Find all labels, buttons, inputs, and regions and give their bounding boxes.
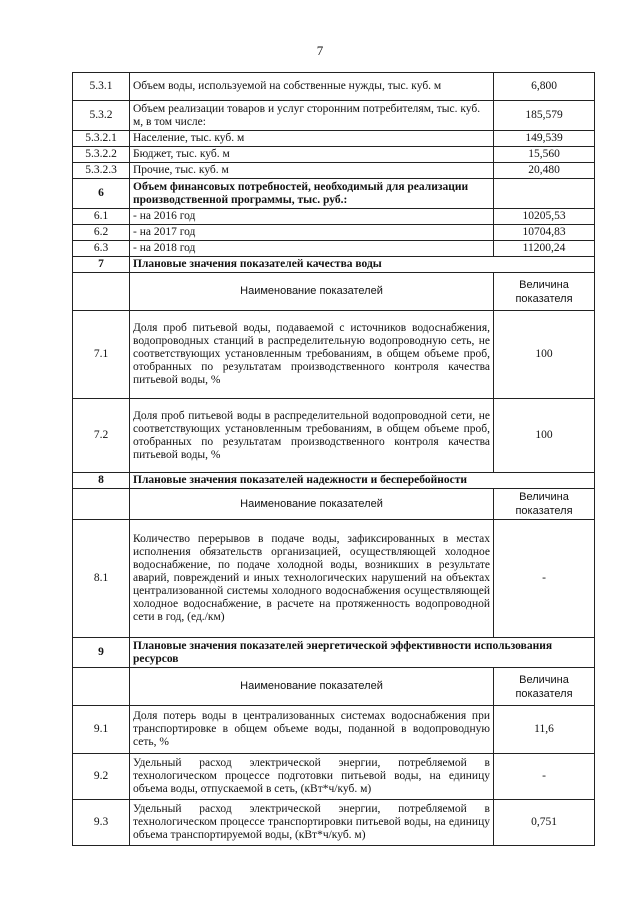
row-value: 185,579 [494, 101, 595, 131]
row-number: 9.3 [73, 800, 130, 846]
row-value: - [494, 754, 595, 800]
column-header-name: Наименование показателей [130, 273, 494, 311]
column-header-name: Наименование показателей [130, 668, 494, 706]
table-row [73, 754, 595, 800]
empty-cell [494, 179, 595, 209]
section-number: 6 [73, 179, 130, 209]
column-header-name: Наименование показателей [130, 489, 494, 520]
row-number: 6.2 [73, 225, 130, 241]
column-header-value: Величина показателя [494, 489, 595, 520]
row-description: Количество перерывов в подаче воды, зафиксированных в местах исполнения обязательств организацией, осуществляющей холодное водоснабжение, по подаче холодной воды, возникших в результате аварий, повреждений и иных технологических нарушений на объектах централизованной системы холодного водоснабжения осуществляющей холодное водоснабжение, в расчете на протяженность водопроводной сети в год, (ед./км) [130, 520, 494, 638]
row-description: - на 2017 год [130, 225, 494, 241]
row-value: 11200,24 [494, 241, 595, 257]
empty-cell [73, 489, 130, 520]
section-8-header-row [73, 473, 595, 489]
row-value: 149,539 [494, 131, 595, 147]
row-number: 5.3.2 [73, 101, 130, 131]
row-description: Бюджет, тыс. куб. м [130, 147, 494, 163]
table-row [73, 241, 595, 257]
row-number: 7.2 [73, 399, 130, 473]
row-value: 20,480 [494, 163, 595, 179]
column-header-row [73, 489, 595, 520]
table-row [73, 131, 595, 147]
row-value: 10205,53 [494, 209, 595, 225]
row-description: Доля потерь воды в централизованных системах водоснабжения при транспортировке в общем объеме воды, поданной в водопроводную сеть, % [130, 706, 494, 754]
row-value: 15,560 [494, 147, 595, 163]
column-header-row [73, 668, 595, 706]
row-description: Удельный расход электрической энергии, потребляемой в технологическом процессе подготовки питьевой воды, на единицу объема воды, отпускаемой в сеть, (кВт*ч/куб. м) [130, 754, 494, 800]
section-6-header-row [73, 179, 595, 209]
row-number: 5.3.1 [73, 73, 130, 101]
row-description: - на 2018 год [130, 241, 494, 257]
table-row [73, 163, 595, 179]
empty-cell [73, 273, 130, 311]
row-value: 10704,83 [494, 225, 595, 241]
column-header-row [73, 273, 595, 311]
program-table [72, 72, 595, 846]
row-value: 11,6 [494, 706, 595, 754]
row-number: 5.3.2.1 [73, 131, 130, 147]
row-description: Население, тыс. куб. м [130, 131, 494, 147]
row-number: 5.3.2.3 [73, 163, 130, 179]
section-7-header-row [73, 257, 595, 273]
row-description: Объем воды, используемой на собственные нужды, тыс. куб. м [130, 73, 494, 101]
row-number: 9.1 [73, 706, 130, 754]
table-row [73, 311, 595, 399]
table-row [73, 147, 595, 163]
row-number: 6.1 [73, 209, 130, 225]
section-number: 7 [73, 257, 130, 273]
empty-cell [73, 668, 130, 706]
section-title: Объем финансовых потребностей, необходимый для реализации производственной программы, тыс. руб.: [130, 179, 494, 209]
row-description: Доля проб питьевой воды, подаваемой с источников водоснабжения, водопроводных станций в распределительную водопроводную сеть, не соответствующих установленным требованиям, в общем объеме проб, отобранных по результатам производственного контроля качества питьевой воды, % [130, 311, 494, 399]
row-value: 0,751 [494, 800, 595, 846]
section-number: 9 [73, 638, 130, 668]
column-header-value: Величина показателя [494, 273, 595, 311]
section-9-header-row [73, 638, 595, 668]
table-row [73, 706, 595, 754]
row-value: - [494, 520, 595, 638]
row-number: 9.2 [73, 754, 130, 800]
section-title: Плановые значения показателей качества воды [130, 257, 595, 273]
section-number: 8 [73, 473, 130, 489]
row-number: 5.3.2.2 [73, 147, 130, 163]
row-description: Доля проб питьевой воды в распределительной водопроводной сети, не соответствующих установленным требованиям, в общем объеме проб, отобранных по результатам производственного контроля качества питьевой воды, % [130, 399, 494, 473]
table-row [73, 520, 595, 638]
section-title: Плановые значения показателей надежности и бесперебойности [130, 473, 595, 489]
page-number: 7 [316, 43, 324, 58]
row-value: 6,800 [494, 73, 595, 101]
row-number: 8.1 [73, 520, 130, 638]
row-value: 100 [494, 399, 595, 473]
table-row [73, 101, 595, 131]
row-description: Прочие, тыс. куб. м [130, 163, 494, 179]
table-row [73, 800, 595, 846]
column-header-value: Величина показателя [494, 668, 595, 706]
row-description: - на 2016 год [130, 209, 494, 225]
table-row [73, 225, 595, 241]
row-number: 6.3 [73, 241, 130, 257]
row-number: 7.1 [73, 311, 130, 399]
table-row [73, 209, 595, 225]
row-description: Удельный расход электрической энергии, потребляемой в технологическом процессе транспортировки питьевой воды, на единицу объема транспортируемой воды, (кВт*ч/куб. м) [130, 800, 494, 846]
section-title: Плановые значения показателей энергетической эффективности использования ресурсов [130, 638, 595, 668]
row-value: 100 [494, 311, 595, 399]
row-description: Объем реализации товаров и услуг сторонним потребителям, тыс. куб. м, в том числе: [130, 101, 494, 131]
table-row [73, 399, 595, 473]
table-row [73, 73, 595, 101]
